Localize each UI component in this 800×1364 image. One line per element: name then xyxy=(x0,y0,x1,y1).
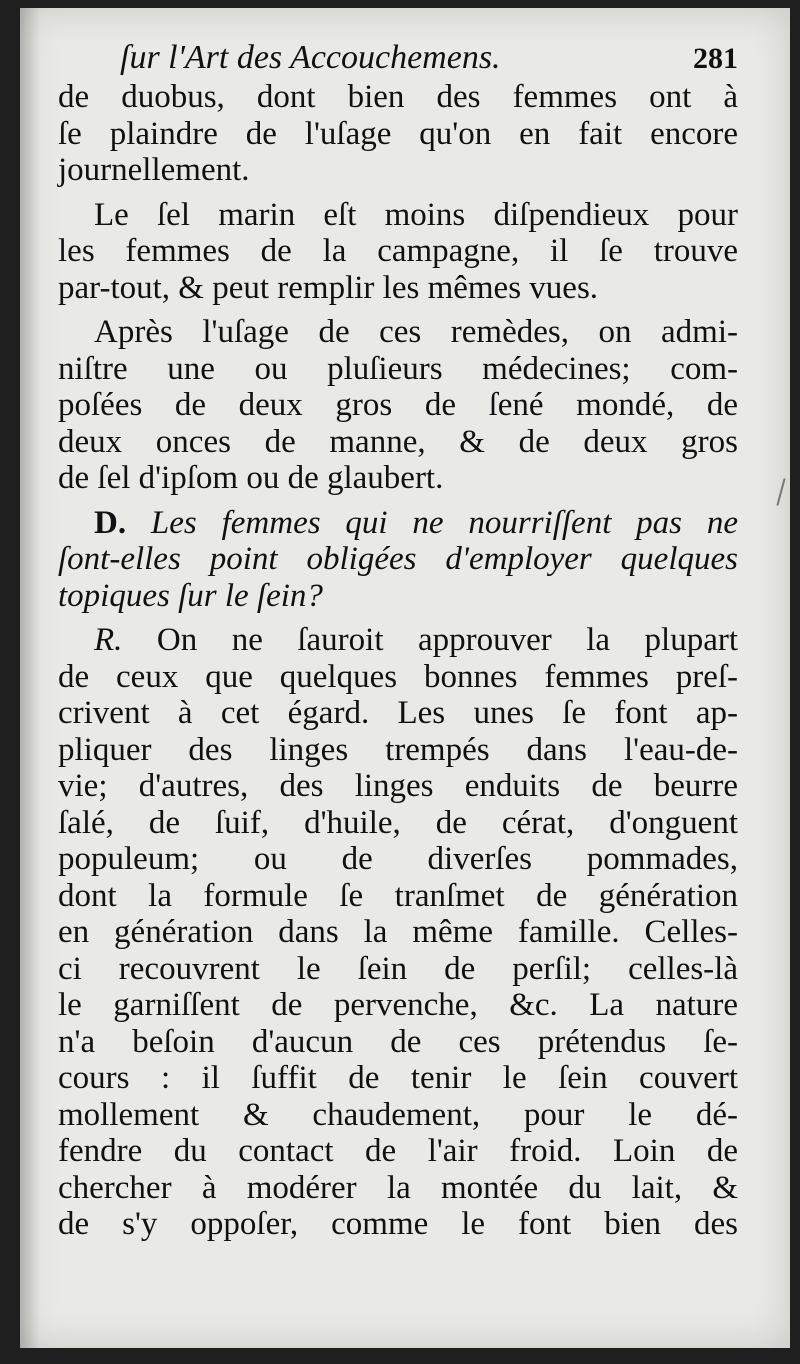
paragraph-sel-marin xyxy=(58,197,738,307)
text-line: en génération dans la même famille. Celles- xyxy=(58,914,738,950)
text-line: poſées de deux gros de ſené mondé, de xyxy=(58,387,738,423)
question-paragraph xyxy=(58,505,738,615)
text-line: de ceux que quelques bonnes femmes preſ- xyxy=(58,658,738,695)
question-text: Les femmes qui ne nourriſſent pas ne xyxy=(150,504,738,541)
text-line: deux onces de manne, & de deux gros xyxy=(58,423,738,460)
paper-sheet xyxy=(20,8,790,1348)
page-number: 281 xyxy=(693,42,738,75)
paper-speck xyxy=(776,478,785,506)
text-line: n'a beſoin d'aucun de ces prétendus ſe- xyxy=(58,1023,738,1060)
text-line: ſe plaindre de l'uſage qu'on en fait encore xyxy=(58,115,738,152)
text-line: de s'y oppoſer, comme le font bien des xyxy=(58,1206,738,1242)
text-line: Le ſel marin eſt moins diſpendieux pour xyxy=(94,196,738,233)
text-line: niſtre une ou pluſieurs médecines; com- xyxy=(58,350,738,387)
page-text xyxy=(58,38,738,1243)
paragraph-medecines xyxy=(58,314,738,497)
text-line: ci recouvrent le ſein de perſil; celles-là xyxy=(58,950,738,987)
answer-text: On ne ſauroit approuver la plupart xyxy=(156,622,738,658)
text-line: mollement & chaudement, pour le dé- xyxy=(58,1096,738,1133)
text-line: le garniſſent de pervenche, &c. La nature xyxy=(58,987,738,1023)
text-line: ſont-elles point obligées d'employer quelques xyxy=(58,541,738,577)
text-line: journellement. xyxy=(58,152,250,188)
text-line: vie; d'autres, des linges enduits de beurre xyxy=(58,768,738,804)
running-header xyxy=(58,38,738,79)
text-line: dont la formule ſe tranſmet de génération xyxy=(58,877,738,914)
text-line: de ſel d'ipſom ou de glaubert. xyxy=(58,460,444,496)
text-line: les femmes de la campagne, il ſe trouve xyxy=(58,233,738,269)
text-line: populeum; ou de diverſes pommades, xyxy=(58,841,738,877)
text-line: topiques ſur le ſein? xyxy=(58,577,323,614)
text-line: de duobus, dont bien des femmes ont à xyxy=(58,79,738,115)
text-line: pliquer des linges trempés dans l'eau-de- xyxy=(58,731,738,768)
text-line xyxy=(58,622,738,659)
running-title: ſur l'Art des Accouchemens. xyxy=(120,39,501,76)
text-line xyxy=(58,505,738,542)
text-line: par-tout, & peut remplir les mêmes vues. xyxy=(58,269,599,306)
text-line: fendre du contact de l'air froid. Loin de xyxy=(58,1133,738,1169)
answer-paragraph xyxy=(58,622,738,1243)
text-line: chercher à modérer la montée du lait, & xyxy=(58,1169,738,1206)
text-line: cours : il ſuffit de tenir le ſein couvert xyxy=(58,1060,738,1096)
paragraph-continuation xyxy=(58,79,738,189)
text-line: crivent à cet égard. Les unes ſe font ap- xyxy=(58,695,738,731)
text-line: Après l'uſage de ces remèdes, on admi- xyxy=(94,314,738,350)
answer-marker: R. xyxy=(94,622,123,658)
question-marker: D. xyxy=(94,504,127,541)
text-line: ſalé, de ſuif, d'huile, de cérat, d'onguent xyxy=(58,804,738,841)
